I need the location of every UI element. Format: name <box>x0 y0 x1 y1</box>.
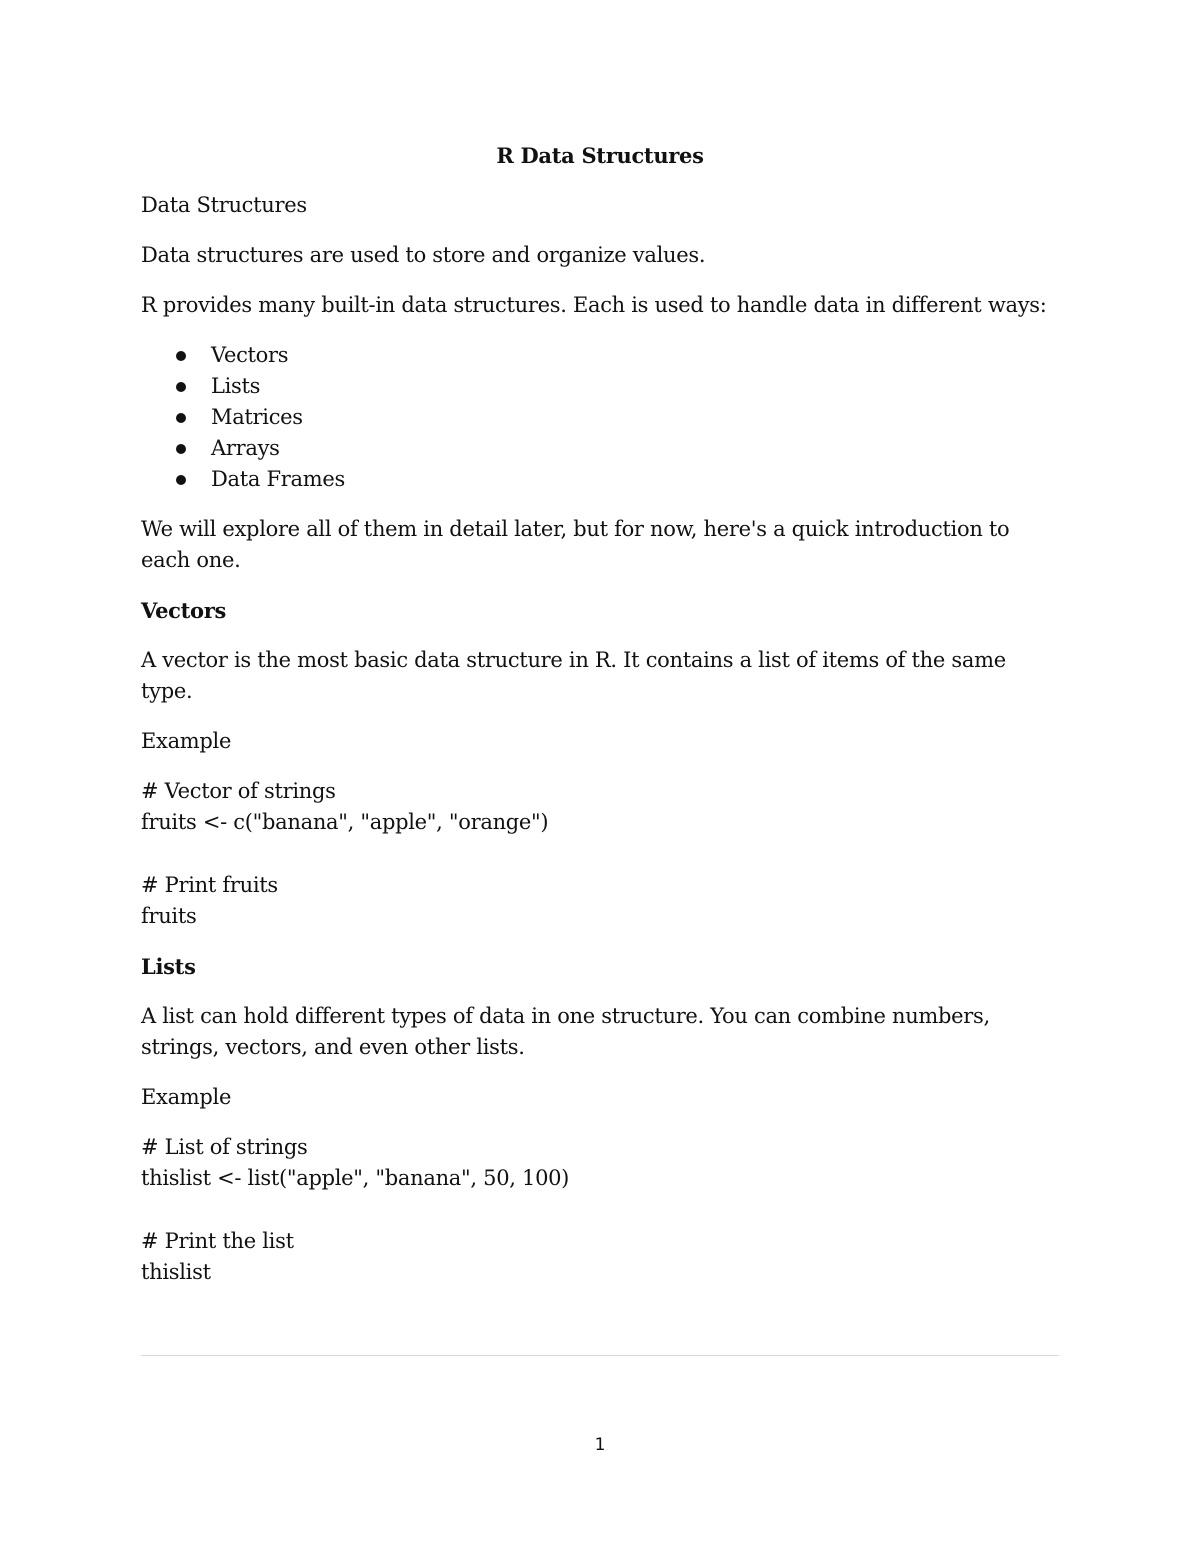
example-label: Example <box>141 1085 232 1109</box>
code-comment: # Vector of strings <box>141 779 336 803</box>
bullet-icon <box>176 444 186 454</box>
code-comment: # Print the list <box>141 1229 294 1253</box>
intro-paragraph: Data structures are used to store and organize values. <box>141 243 706 267</box>
structure-list <box>141 340 1059 495</box>
section-heading-lists: Lists <box>141 954 196 979</box>
code-line: thislist <box>141 1260 211 1284</box>
code-block <box>141 870 1059 932</box>
intro-heading: Data Structures <box>141 193 307 217</box>
section-heading-vectors: Vectors <box>141 598 227 623</box>
example-label: Example <box>141 729 232 753</box>
bullet-icon <box>176 413 186 423</box>
bullet-icon <box>176 475 186 485</box>
code-line: fruits <- c("banana", "apple", "orange") <box>141 810 549 834</box>
page-number: 1 <box>594 1435 606 1455</box>
page-content <box>141 140 1059 1320</box>
bullet-icon <box>176 351 186 361</box>
footer-divider <box>141 1355 1059 1356</box>
code-block <box>141 1132 1059 1194</box>
list-item <box>141 402 1059 433</box>
section-description: A list can hold different types of data in one structure. You can combine numbers, strings, vectors, and even other lists. <box>141 1004 990 1059</box>
list-item-label: Arrays <box>211 436 280 460</box>
list-item-label: Lists <box>211 374 261 398</box>
code-line: fruits <box>141 904 197 928</box>
list-item-label: Data Frames <box>211 467 345 491</box>
list-item-label: Matrices <box>211 405 303 429</box>
section-description: A vector is the most basic data structure in R. It contains a list of items of the same type. <box>141 648 1006 703</box>
list-item-label: Vectors <box>211 343 289 367</box>
list-item <box>141 371 1059 402</box>
document-title: R Data Structures <box>496 143 704 168</box>
code-comment: # Print fruits <box>141 873 278 897</box>
code-comment: # List of strings <box>141 1135 308 1159</box>
intro-paragraph: R provides many built-in data structures. Each is used to handle data in different ways: <box>141 293 1047 317</box>
intro-paragraph: We will explore all of them in detail later, but for now, here's a quick introduction to each one. <box>141 517 1010 572</box>
code-block <box>141 776 1059 838</box>
list-item <box>141 340 1059 371</box>
code-block <box>141 1226 1059 1288</box>
list-item <box>141 464 1059 495</box>
list-item <box>141 433 1059 464</box>
code-line: thislist <- list("apple", "banana", 50, 100) <box>141 1166 570 1190</box>
bullet-icon <box>176 382 186 392</box>
